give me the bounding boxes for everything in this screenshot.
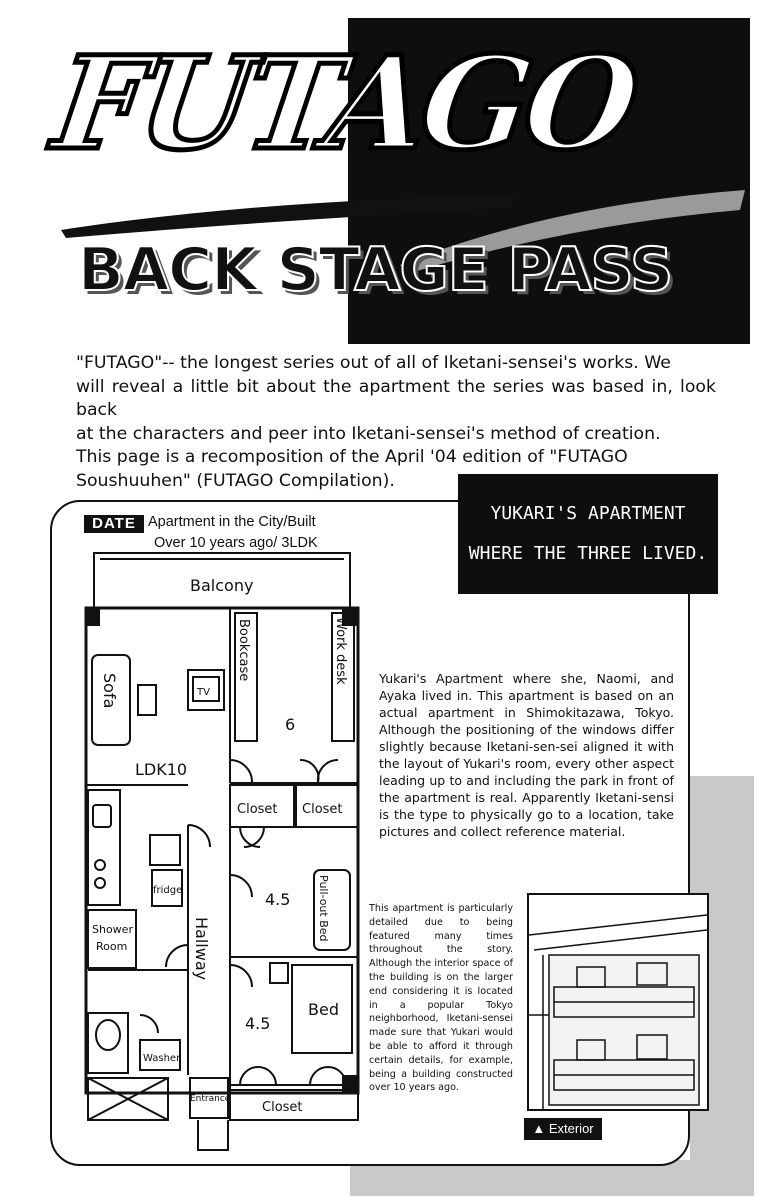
intro-paragraph: [76, 352, 716, 493]
room45b-label: 4.5: [245, 1014, 271, 1033]
main-description: Yukari's Apartment where she, Naomi, and Ayaka lived in. This apartment is based on an actual apartment in Shimokitazawa, Tokyo. Although the positioning of the windows differ slightly because Iketani-sen-sei aligned it with the layout of Yukari's room, every other aspect leading up to and including the park in front of the apartment is real. Apparently Iketani-sensi is the type to physically go to a location, take pictures and collect reference material.: [379, 671, 674, 839]
intro-line: This page is a recomposition of the April '04 edition of "FUTAGO: [76, 447, 628, 467]
bookcase-label: Bookcase: [236, 619, 251, 682]
balcony-label: Balcony: [190, 576, 254, 595]
date-badge: DATE: [84, 515, 144, 533]
building-illustration: [529, 895, 707, 1109]
date-line: Apartment in the City/Built: [148, 514, 316, 530]
workdesk-label: Work desk: [333, 617, 348, 685]
apartment-title-box: [458, 474, 718, 594]
exterior-label: ▲ Exterior: [524, 1118, 602, 1140]
pullout-bed-label: Pull-out Bed: [317, 875, 330, 942]
washer-label: Washer: [143, 1053, 181, 1064]
intro-line: "FUTAGO"-- the longest series out of all of Iketani-sensei's works. We: [76, 353, 671, 373]
exterior-photo: [527, 893, 709, 1111]
tv-label: TV: [197, 687, 210, 698]
shower-label: Shower: [92, 923, 133, 936]
apartment-title-line1: YUKARI'S APARTMENT: [490, 503, 686, 524]
closet3-label: Closet: [262, 1100, 303, 1115]
small-description: This apartment is particularly detailed due to being featured many times throughout the story. Although the interior space of the building is on the larger end considering it is located in a popular Tokyo neighborhood, Iketani-sensei made sure that Yukari would be able to afford it through certain details, for example, being a building constructed over 10 years ago.: [369, 903, 513, 1094]
sofa-label: Sofa: [100, 673, 119, 709]
hallway-label: Hallway: [192, 917, 211, 981]
room-label: Room: [96, 940, 128, 953]
apartment-title-line2: WHERE THE THREE LIVED.: [468, 543, 708, 564]
entrance-label: Entrance: [190, 1094, 231, 1104]
logo-text: FUTAGO: [45, 29, 642, 179]
floor-plan: [80, 545, 370, 1155]
ldk-label: LDK10: [135, 760, 188, 779]
banner-text: BACK STAGE PASS: [78, 235, 673, 305]
intro-line: at the characters and peer into Iketani-sensei's method of creation.: [76, 423, 661, 444]
closet2-label: Closet: [302, 802, 343, 817]
bed-label: Bed: [308, 1000, 339, 1019]
fridge-label: fridge: [153, 885, 183, 896]
date-line: Over 10 years ago/ 3LDK: [154, 535, 318, 551]
room45a-label: 4.5: [265, 890, 291, 909]
back-stage-pass-banner: [78, 235, 738, 320]
closet1-label: Closet: [237, 802, 278, 817]
intro-line: Soushuuhen" (FUTAGO Compilation).: [76, 470, 395, 491]
room6-label: 6: [285, 715, 296, 734]
intro-line: will reveal a little bit about the apartment the series was based in, look back: [76, 376, 716, 420]
